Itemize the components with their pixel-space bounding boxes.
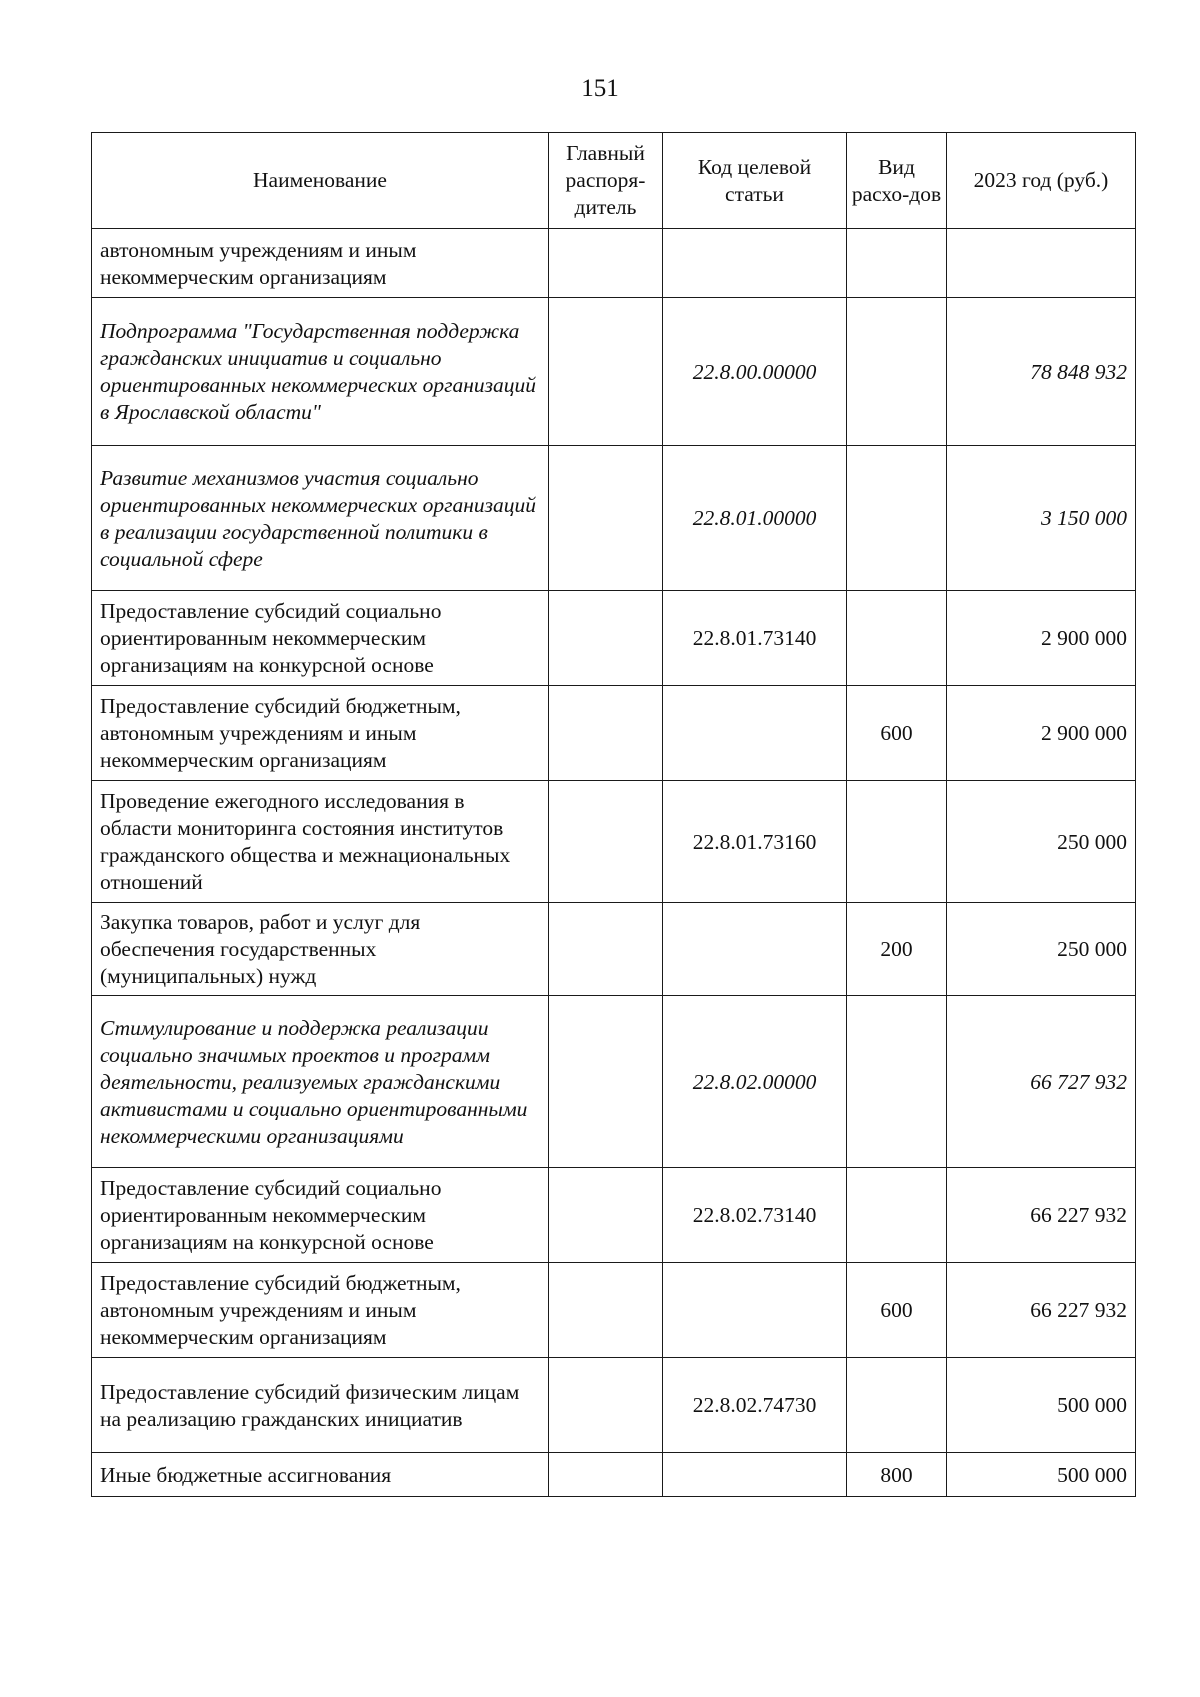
row-code-cell — [663, 1453, 847, 1497]
row-code-cell: 22.8.01.00000 — [663, 446, 847, 591]
row-name-cell: Проведение ежегодного исследования в области мониторинга состояния институтов гражданского общества и межнациональных отношений — [92, 781, 549, 903]
row-manager-cell — [549, 1453, 663, 1497]
row-kind-cell — [847, 1168, 947, 1263]
row-amount-cell: 500 000 — [947, 1358, 1136, 1453]
row-amount-cell: 500 000 — [947, 1453, 1136, 1497]
row-kind-cell — [847, 446, 947, 591]
row-code-cell — [663, 686, 847, 781]
table-row — [92, 446, 1136, 591]
row-name-cell: Предоставление субсидий социально ориентированным некоммерческим организациям на конкурсной основе — [92, 591, 549, 686]
row-manager-cell — [549, 1168, 663, 1263]
row-amount-cell: 2 900 000 — [947, 686, 1136, 781]
table-row — [92, 686, 1136, 781]
table-body — [92, 229, 1136, 1497]
row-name-cell: Стимулирование и поддержка реализации социально значимых проектов и программ деятельности, реализуемых гражданскими активистами и социально ориентированными некоммерческими организациями — [92, 996, 549, 1168]
row-kind-cell — [847, 1358, 947, 1453]
row-name-cell: Развитие механизмов участия социально ориентированных некоммерческих организаций в реализации государственной политики в социальной сфере — [92, 446, 549, 591]
row-code-cell — [663, 903, 847, 996]
row-amount-cell: 66 227 932 — [947, 1168, 1136, 1263]
row-kind-cell — [847, 781, 947, 903]
row-name-cell: Подпрограмма "Государственная поддержка гражданских инициатив и социально ориентированных некоммерческих организаций в Ярославской области" — [92, 298, 549, 446]
row-kind-cell — [847, 996, 947, 1168]
table-row — [92, 903, 1136, 996]
table-row — [92, 781, 1136, 903]
row-amount-cell: 66 227 932 — [947, 1263, 1136, 1358]
row-name-cell: Закупка товаров, работ и услуг для обеспечения государственных (муниципальных) нужд — [92, 903, 549, 996]
row-name-cell: Предоставление субсидий бюджетным, автономным учреждениям и иным некоммерческим организациям — [92, 686, 549, 781]
row-code-cell: 22.8.02.73140 — [663, 1168, 847, 1263]
table-row — [92, 996, 1136, 1168]
row-kind-cell: 200 — [847, 903, 947, 996]
row-manager-cell — [549, 686, 663, 781]
row-code-cell: 22.8.01.73160 — [663, 781, 847, 903]
table-row — [92, 591, 1136, 686]
table-row — [92, 1453, 1136, 1497]
row-kind-cell: 600 — [847, 1263, 947, 1358]
row-name-cell: Иные бюджетные ассигнования — [92, 1453, 549, 1497]
header-name: Наименование — [92, 133, 549, 229]
table-row — [92, 229, 1136, 298]
row-manager-cell — [549, 1263, 663, 1358]
row-code-cell: 22.8.01.73140 — [663, 591, 847, 686]
row-amount-cell: 66 727 932 — [947, 996, 1136, 1168]
row-manager-cell — [549, 591, 663, 686]
header-manager: Главный распоря-дитель — [549, 133, 663, 229]
row-kind-cell — [847, 591, 947, 686]
row-amount-cell: 3 150 000 — [947, 446, 1136, 591]
row-code-cell: 22.8.02.74730 — [663, 1358, 847, 1453]
header-amount: 2023 год (руб.) — [947, 133, 1136, 229]
row-code-cell: 22.8.02.00000 — [663, 996, 847, 1168]
header-kind: Вид расхо-дов — [847, 133, 947, 229]
row-manager-cell — [549, 446, 663, 591]
table-row — [92, 1168, 1136, 1263]
row-amount-cell — [947, 229, 1136, 298]
table-row — [92, 1358, 1136, 1453]
row-name-cell: автономным учреждениям и иным некоммерческим организациям — [92, 229, 549, 298]
row-manager-cell — [549, 229, 663, 298]
table-header-row — [92, 133, 1136, 229]
row-amount-cell: 250 000 — [947, 781, 1136, 903]
row-name-cell: Предоставление субсидий физическим лицам на реализацию гражданских инициатив — [92, 1358, 549, 1453]
row-amount-cell: 2 900 000 — [947, 591, 1136, 686]
row-kind-cell: 600 — [847, 686, 947, 781]
row-name-cell: Предоставление субсидий бюджетным, автономным учреждениям и иным некоммерческим организациям — [92, 1263, 549, 1358]
row-manager-cell — [549, 903, 663, 996]
row-code-cell — [663, 229, 847, 298]
row-name-cell: Предоставление субсидий социально ориентированным некоммерческим организациям на конкурсной основе — [92, 1168, 549, 1263]
row-manager-cell — [549, 298, 663, 446]
row-amount-cell: 78 848 932 — [947, 298, 1136, 446]
row-manager-cell — [549, 781, 663, 903]
budget-table — [91, 132, 1136, 1497]
page-number: 151 — [581, 75, 619, 102]
row-code-cell — [663, 1263, 847, 1358]
row-manager-cell — [549, 996, 663, 1168]
row-kind-cell — [847, 298, 947, 446]
row-kind-cell: 800 — [847, 1453, 947, 1497]
row-kind-cell — [847, 229, 947, 298]
row-code-cell: 22.8.00.00000 — [663, 298, 847, 446]
row-manager-cell — [549, 1358, 663, 1453]
table-row — [92, 298, 1136, 446]
table-row — [92, 1263, 1136, 1358]
header-code: Код целевой статьи — [663, 133, 847, 229]
row-amount-cell: 250 000 — [947, 903, 1136, 996]
